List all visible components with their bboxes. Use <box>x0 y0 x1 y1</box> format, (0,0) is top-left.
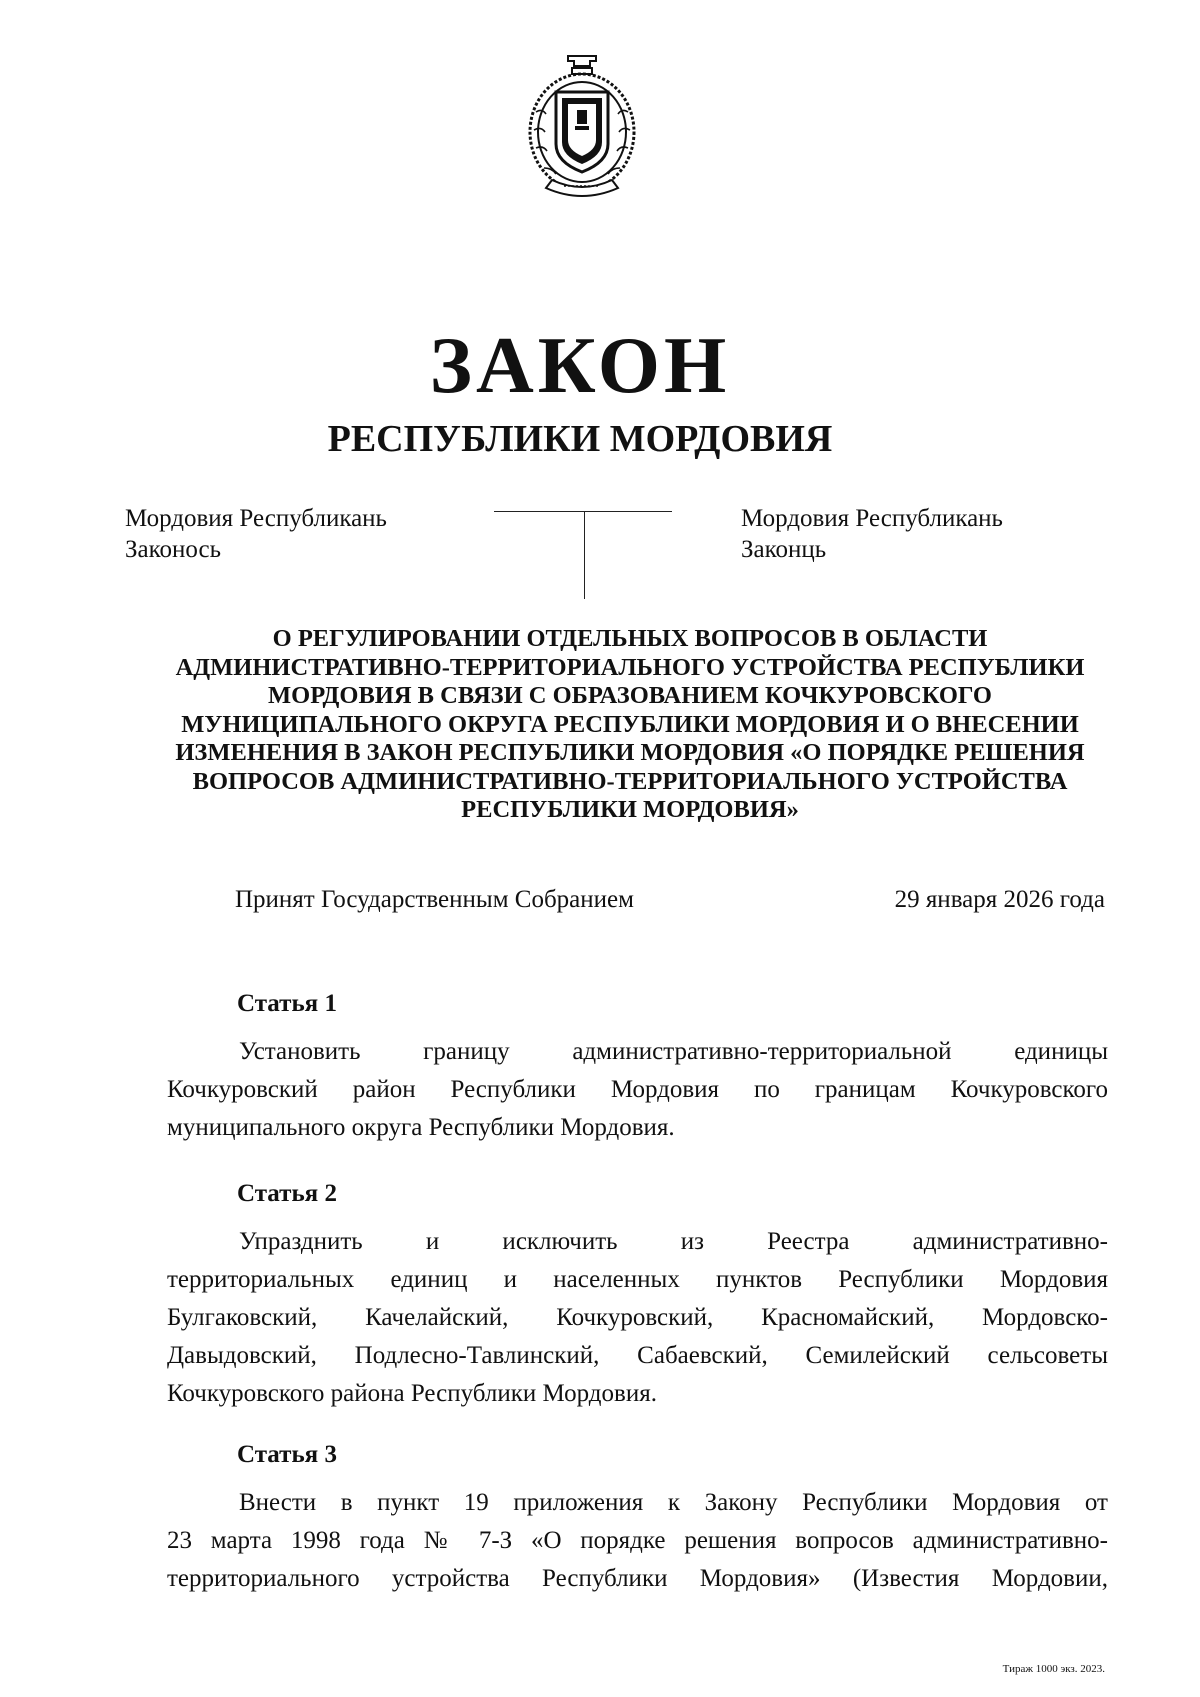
article-text-line: Установить границу административно-территориальной единицы <box>239 1038 1108 1065</box>
law-title-line: РЕСПУБЛИКИ МОРДОВИЯ» <box>461 796 799 823</box>
title-separator-vertical <box>584 511 585 599</box>
article-text-line: Упразднить и исключить из Реестра административно- <box>239 1228 1108 1255</box>
moksha-title-left-line: Мордовия Республикань <box>125 505 387 532</box>
article-text-line: Булгаковский, Качелайский, Кочкуровский, Красномайский, Мордовско- <box>167 1304 1108 1331</box>
coat-of-arms-emblem <box>524 52 640 202</box>
circulation-note: Тираж 1000 экз. 2023. <box>1002 1663 1105 1675</box>
article-text-line: Кочкуровского района Республики Мордовия. <box>167 1380 657 1407</box>
article-text <box>167 1223 1108 1413</box>
law-title-line: ИЗМЕНЕНИЯ В ЗАКОН РЕСПУБЛИКИ МОРДОВИЯ «О ПОРЯДКЕ РЕШЕНИЯ <box>175 739 1085 766</box>
title-separator-horizontal <box>494 511 672 512</box>
law-title <box>160 625 1100 825</box>
article-text-line: муниципального округа Республики Мордовия. <box>167 1114 675 1141</box>
document-subtitle: РЕСПУБЛИКИ МОРДОВИЯ <box>327 418 833 460</box>
adopted-by: Принят Государственным Собранием <box>235 886 634 913</box>
article-text-line: Внести в пункт 19 приложения к Закону Республики Мордовия от <box>239 1489 1108 1516</box>
law-title-line: АДМИНИСТРАТИВНО-ТЕРРИТОРИАЛЬНОГО УСТРОЙСТВА РЕСПУБЛИКИ <box>175 653 1085 681</box>
article-heading: Статья 1 <box>237 990 337 1017</box>
law-title-line: ВОПРОСОВ АДМИНИСТРАТИВНО-ТЕРРИТОРИАЛЬНОГО УСТРОЙСТВА <box>192 767 1068 795</box>
law-title-line: О РЕГУЛИРОВАНИИ ОТДЕЛЬНЫХ ВОПРОСОВ В ОБЛАСТИ <box>272 625 988 652</box>
moksha-title-left-line: Законось <box>125 536 221 563</box>
moksha-title-left <box>125 503 465 565</box>
article-text-line: территориального устройства Республики Мордовия» (Известия Мордовии, <box>167 1565 1108 1592</box>
article-text <box>167 1033 1108 1147</box>
article-heading: Статья 3 <box>237 1441 337 1468</box>
moksha-title-right-line: Мордовия Республикань <box>741 505 1003 532</box>
article-text-line: 23 марта 1998 года № 7-З «О порядке решения вопросов административно- <box>167 1527 1108 1554</box>
law-title-line: МУНИЦИПАЛЬНОГО ОКРУГА РЕСПУБЛИКИ МОРДОВИЯ И О ВНЕСЕНИИ <box>181 710 1079 738</box>
article-heading: Статья 2 <box>237 1180 337 1207</box>
moksha-title-right-line: Законць <box>741 536 827 563</box>
article-text-line: Кочкуровский район Республики Мордовия по границам Кочкуровского <box>167 1076 1108 1103</box>
article-text <box>167 1484 1108 1598</box>
adopted-date: 29 января 2026 года <box>894 886 1105 913</box>
law-title-line: МОРДОВИЯ В СВЯЗИ С ОБРАЗОВАНИЕМ КОЧКУРОВСКОГО <box>268 682 992 709</box>
document-title: ЗАКОН <box>429 322 731 410</box>
article-text-line: Давыдовский, Подлесно-Тавлинский, Сабаевский, Семилейский сельсоветы <box>167 1342 1108 1369</box>
article-text-line: территориальных единиц и населенных пунктов Республики Мордовия <box>167 1266 1108 1293</box>
moksha-title-right <box>741 503 1101 565</box>
